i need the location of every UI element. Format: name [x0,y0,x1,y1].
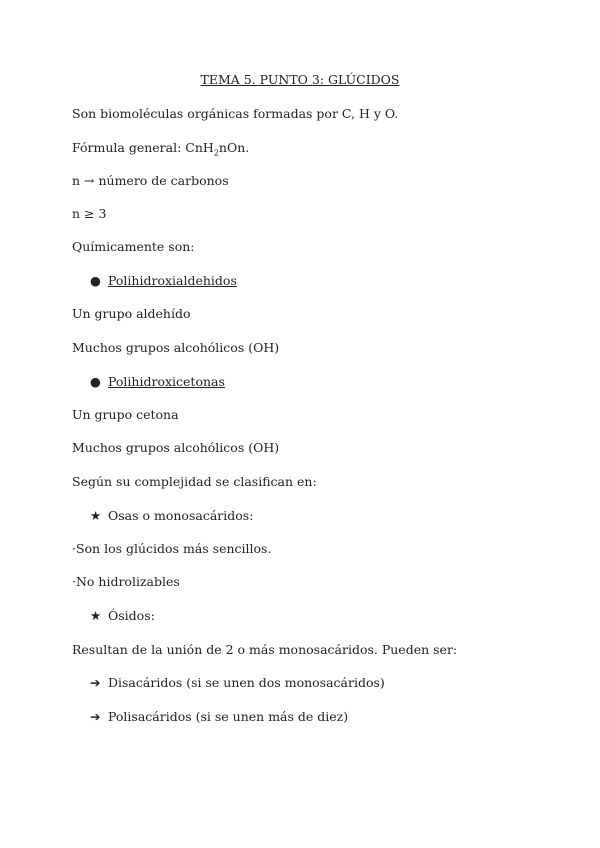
bullet-dot-icon: ● [90,273,101,288]
aldehyde-group-text: Un grupo aldehído [72,306,191,321]
simplest-glucids-text: ·Son los glúcidos más sencillos. [72,541,272,556]
arrow-item-disacaridos [90,675,385,691]
formula-subscript: 2 [213,148,219,158]
arrow-right-icon: ➔ [90,709,101,724]
star-item-osidos [90,608,155,624]
n-condition: n ≥ 3 [72,206,107,221]
arrow-right-icon: ➔ [90,675,101,690]
star-label: Ósidos: [108,608,155,623]
bullet-item-polihidroxicetonas [90,374,225,390]
bullet-label: Polihidroxialdehidos [108,273,237,288]
arrow-label: Disacáridos (si se unen dos monosacáridos) [108,675,385,690]
n-definition: n → número de carbonos [72,173,229,188]
classification-heading: Según su complejidad se clasifican en: [72,474,317,489]
ketone-group-text: Un grupo cetona [72,407,179,422]
alcohol-groups-text: Muchos grupos alcohólicos (OH) [72,440,280,455]
bullet-item-polihidroxialdehidos [90,273,237,289]
chemically-heading: Químicamente son: [72,239,195,254]
page-title: TEMA 5. PUNTO 3: GLÚCIDOS [200,72,400,87]
arrow-item-polisacaridos [90,709,348,725]
formula-prefix: Fórmula general: CnH [72,140,214,155]
general-formula [72,140,249,156]
non-hydrolyzable-text: ·No hidrolizables [72,574,180,589]
star-icon: ★ [90,508,102,523]
alcohol-groups-text: Muchos grupos alcohólicos (OH) [72,340,280,355]
bullet-label: Polihidroxicetonas [108,374,225,389]
formula-suffix: nOn. [218,140,250,155]
star-icon: ★ [90,608,102,623]
bullet-dot-icon: ● [90,374,101,389]
star-label: Osas o monosacáridos: [108,508,254,523]
arrow-label: Polisacáridos (si se unen más de diez) [108,709,349,724]
definition-text: Son biomoléculas orgánicas formadas por C, H y O. [72,106,399,121]
star-item-osas [90,508,253,524]
union-description: Resultan de la unión de 2 o más monosacáridos. Pueden ser: [72,642,458,657]
